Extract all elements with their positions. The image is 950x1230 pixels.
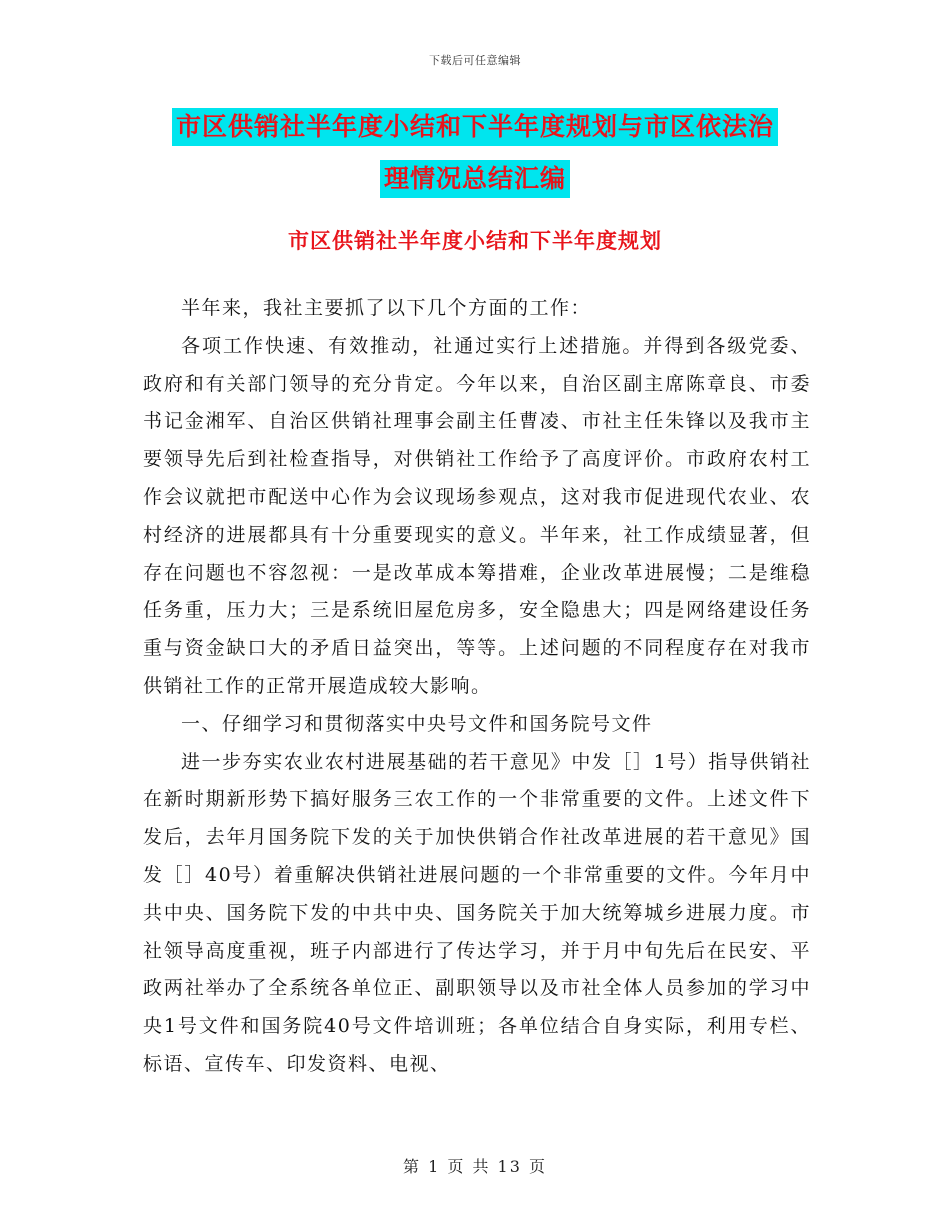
- page-header-note: 下载后可任意编辑: [429, 54, 521, 67]
- paragraph-heading-1: 一、仔细学习和贯彻落实中央号文件和国务院号文件: [181, 712, 653, 735]
- paragraph-intro: 半年来，我社主要抓了以下几个方面的工作：: [181, 297, 592, 319]
- paragraph-documents: 进一步夯实农业农村进展基础的若干意见》中发［］1号）指导供销社在新时期新形势下搞好服务三农工作的一个非常重要的文件。上述文件下发后，去年月国务院下发的关于加快供销合作社改革进展的若干意见》国发［］40号）着重解决供销社进展问题的一个非常重要的文件。今年月中共中央、国务院下发的中共中央、国务院关于加大统筹城乡进展力度。市社领导高度重视，班子内部进行了传达学习，并于月中旬先后在民安、平政两社举办了全系统各单位正、副职领导以及市社全体人员参加的学习中央1号文件和国务院40号文件培训班；各单位结合自身实际，利用专栏、标语、宣传车、印发资料、电视、: [143, 750, 811, 1075]
- title-line-1: 市区供销社半年度小结和下半年度规划与市区依法治: [172, 108, 778, 146]
- document-body: [143, 290, 811, 1084]
- title-line-2: 理情况总结汇编: [380, 160, 570, 198]
- page-number-footer: 第 1 页 共 13 页: [403, 1157, 547, 1176]
- document-title: [140, 108, 810, 212]
- paragraph-summary: 各项工作快速、有效推动，社通过实行上述措施。并得到各级党委、政府和有关部门领导的充分肯定。今年以来，自治区副主席陈章良、市委书记金湘军、自治区供销社理事会副主任曹凌、市社主任朱锋以及我市主要领导先后到社检查指导，对供销社工作给予了高度评价。市政府农村工作会议就把市配送中心作为会议现场参观点，这对我市促进现代农业、农村经济的进展都具有十分重要现实的意义。半年来，社工作成绩显著，但存在问题也不容忽视：一是改革成本筹措难，企业改革进展慢；二是维稳任务重，压力大；三是系统旧屋危房多，安全隐患大；四是网络建设任务重与资金缺口大的矛盾日益突出，等等。上述问题的不同程度存在对我市供销社工作的正常开展造成较大影响。: [143, 334, 811, 697]
- section-subtitle: 市区供销社半年度小结和下半年度规划: [288, 229, 662, 253]
